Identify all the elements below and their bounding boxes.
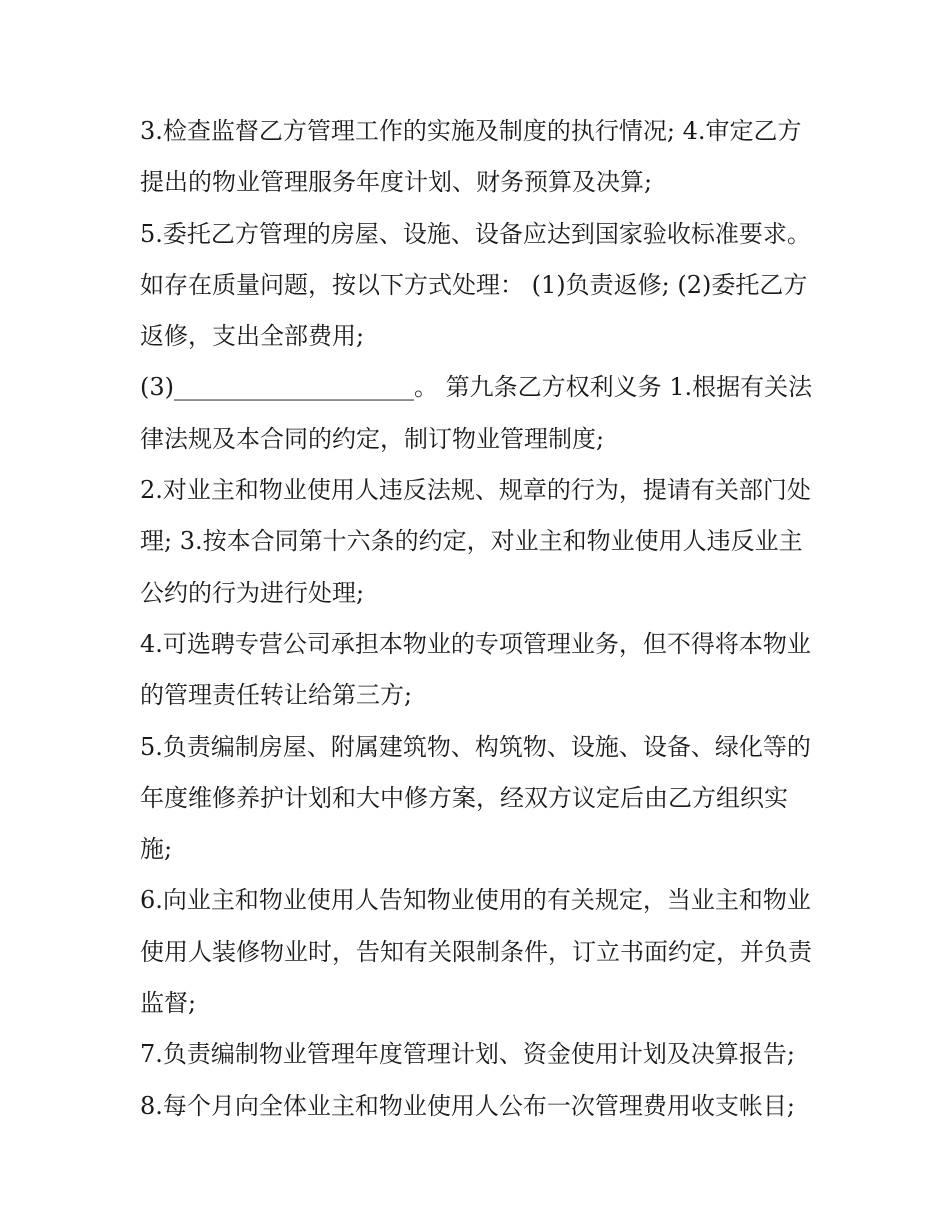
paragraph: 7.负责编制物业管理年度管理计划、资金使用计划及决算报告; [140,1040,795,1069]
paragraph: 4.可选聘专营公司承担本物业的专项管理业务，但不得将本物业的管理责任转让给第三方; [140,629,811,710]
paragraph: 8.每个月向全体业主和物业使用人公布一次管理费用收支帐目; [140,1091,795,1120]
paragraph: 5.负责编制房屋、附属建筑物、构筑物、设施、设备、绿化等的年度维修养护计划和大中修方案，经双方议定后由乙方组织实施; [140,732,811,864]
document-body [140,106,820,1132]
paragraph: 2.对业主和物业使用人违反法规、规章的行为，提请有关部门处理; 3.按本合同第十六条的约定，对业主和物业使用人违反业主公约的行为进行处理; [140,476,811,607]
paragraph: 6.向业主和物业使用人告知物业使用的有关规定，当业主和物业使用人装修物业时，告知有关限制条件，订立书面约定，并负责监督; [140,886,812,1018]
paragraph: 5.委托乙方管理的房屋、设施、设备应达到国家验收标准要求。 如存在质量问题，按以下方式处理： (1)负责返修; (2)委托乙方返修，支出全部费用; [140,219,811,351]
paragraph: (3)____________________。 第九条乙方权利义务 1.根据有关法律法规及本合同的约定，制订物业管理制度; [140,373,813,453]
paragraph: 3.检查监督乙方管理工作的实施及制度的执行情况; 4.审定乙方提出的物业管理服务年度计划、财务预算及决算; [140,117,802,197]
